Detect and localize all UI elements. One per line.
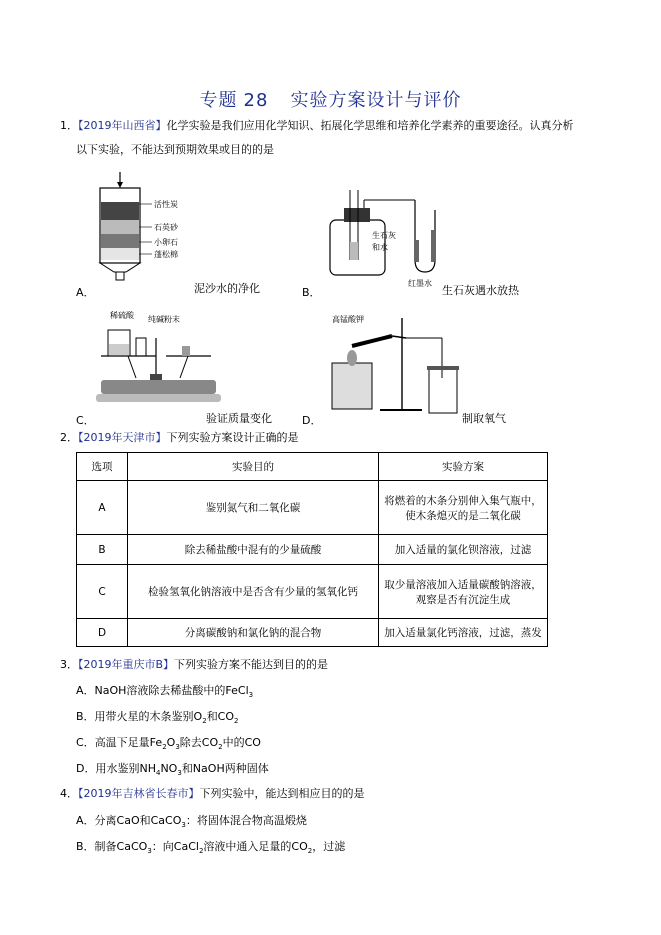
charcoal-layer	[101, 202, 139, 220]
test-tube	[352, 336, 392, 346]
row-plan	[379, 565, 548, 619]
option-text: 分离CaO和CaCO	[94, 814, 182, 827]
row-plan	[379, 481, 548, 535]
row-goal: 检验氢氧化钠溶液中是否含有少量的氢氧化钙	[128, 565, 379, 619]
header-plan: 实验方案	[379, 453, 548, 481]
option-sub: 3	[248, 691, 254, 700]
row-plan-line2: 使木条熄灭的是二氧化碳	[405, 509, 521, 522]
option-text: 除去CO	[179, 736, 219, 749]
table-row	[77, 565, 548, 619]
option-text: ，过滤	[312, 840, 346, 853]
option-text: 和CO	[206, 710, 235, 723]
title-prefix: 专题	[199, 90, 238, 111]
row-plan-line1: 将燃着的木条分别伸入集气瓶中，	[384, 494, 542, 507]
gas-jar	[429, 368, 457, 413]
table-row	[77, 481, 548, 535]
figure-d-oxygen-setup	[322, 308, 472, 420]
option-sub: 2	[307, 847, 313, 856]
header-option: 选项	[77, 453, 128, 481]
q3-option-d	[76, 760, 269, 777]
q2-table	[76, 452, 548, 647]
option-a-letter: A．	[76, 286, 95, 299]
option-sub: 2	[234, 717, 239, 726]
q2-source: 【2019年天津市】	[78, 431, 167, 444]
row-plan: 加入适量氯化钙溶液，过滤，蒸发	[379, 619, 548, 647]
figure-c-balance	[96, 308, 226, 413]
label-pebbles: 小卵石	[154, 238, 178, 247]
q1-stem-line2: 以下实验，不能达到预期效果或目的的是	[76, 143, 274, 156]
q4-number: 4．	[60, 787, 78, 800]
label-and-water: 和水	[372, 243, 388, 252]
option-text: 用水鉴别NH	[95, 762, 156, 775]
title-text: 实验方案设计与评价	[290, 90, 462, 111]
label-cotton: 蓬松棉	[154, 250, 178, 259]
option-text: O	[166, 736, 176, 749]
option-sub: 2	[198, 847, 204, 856]
label-potassium-permanganate: 高锰酸钾	[332, 315, 364, 324]
option-text: ：将固体混合物高温煅烧	[185, 814, 307, 827]
q3-option-c	[76, 734, 261, 751]
table-row	[77, 535, 548, 565]
sand-layer	[101, 220, 139, 234]
table-header-row	[77, 453, 548, 481]
q1-stem-line1: 化学实验是我们应用化学知识、拓展化学思维和培养化学素养的重要途径。认真分析	[166, 119, 574, 132]
option-sub: 3	[175, 743, 180, 752]
option-letter: A．	[76, 814, 95, 827]
label-soda-powder: 纯碱粉末	[148, 315, 180, 324]
q2-number: 2．	[60, 431, 78, 444]
question-2-stem	[60, 428, 299, 448]
option-sub: 3	[181, 821, 186, 830]
option-sub: 3	[177, 769, 182, 778]
q1-number: 1．	[60, 119, 78, 132]
alcohol-lamp-box	[332, 363, 372, 409]
option-text: ：向CaCl	[151, 840, 199, 853]
pebble-layer	[101, 234, 139, 248]
row-plan: 加入适量的氯化钡溶液，过滤	[379, 535, 548, 565]
row-plan-line1: 取少量溶液加入适量碳酸钠溶液，	[384, 578, 542, 591]
q3-option-a	[76, 682, 253, 699]
label-red-ink: 红墨水	[408, 279, 432, 288]
q3-stem-text: 下列实验方案不能达到目的的是	[174, 658, 329, 671]
option-a-caption: 泥沙水的净化	[194, 282, 260, 295]
figure-a-filter	[90, 172, 220, 282]
option-letter: B．	[76, 840, 95, 853]
option-sub: 2	[218, 743, 223, 752]
row-goal: 鉴别氮气和二氧化碳	[128, 481, 379, 535]
question-1-stem-cont	[76, 140, 274, 160]
option-b-caption: 生石灰遇水放热	[442, 284, 519, 297]
option-letter: B．	[76, 710, 95, 723]
q2-stem-text: 下列实验方案设计正确的是	[166, 431, 299, 444]
q3-number: 3．	[60, 658, 78, 671]
row-plan-line2: 观察是否有沉淀生成	[415, 593, 511, 606]
q4-source: 【2019年吉林省长春市】	[78, 787, 200, 800]
balance-base	[101, 380, 216, 394]
row-option: A	[77, 481, 128, 535]
q3-source: 【2019年重庆市B】	[78, 658, 175, 671]
stopper	[344, 208, 370, 222]
option-c-caption: 验证质量变化	[206, 412, 272, 425]
option-text: 中的CO	[222, 736, 261, 749]
option-text: NaOH溶液除去稀盐酸中的FeCl	[94, 684, 249, 697]
option-d-letter: D．	[302, 414, 322, 427]
option-d-caption: 制取氧气	[462, 412, 506, 425]
label-activated-carbon: 活性炭	[154, 200, 178, 209]
option-text: 制备CaCO	[94, 840, 148, 853]
option-text: 高温下足量Fe	[94, 736, 163, 749]
figure-b-flask	[320, 180, 460, 290]
q4-option-a	[76, 812, 307, 829]
option-letter: A．	[76, 684, 95, 697]
option-sub: 3	[147, 847, 152, 856]
option-text: NO	[160, 762, 178, 775]
label-quicklime: 生石灰	[372, 231, 396, 240]
title-number: 28	[243, 90, 269, 111]
question-3-stem	[60, 655, 328, 675]
row-goal: 除去稀盐酸中混有的少量硫酸	[128, 535, 379, 565]
option-text: 和NaOH两种固体	[181, 762, 269, 775]
q3-option-b	[76, 708, 239, 725]
option-text: 溶液中通入足量的CO	[203, 840, 308, 853]
option-letter: D．	[76, 762, 96, 775]
row-option: C	[77, 565, 128, 619]
option-sub: 2	[202, 717, 207, 726]
row-option: D	[77, 619, 128, 647]
option-sub: 2	[162, 743, 167, 752]
option-b-letter: B．	[302, 286, 321, 299]
q1-source: 【2019年山西省】	[78, 119, 167, 132]
cotton-layer	[101, 248, 139, 260]
label-quartz-sand: 石英砂	[154, 223, 178, 232]
q4-stem-text: 下列实验中，能达到相应目的的是	[199, 787, 365, 800]
row-goal: 分离碳酸钠和氯化钠的混合物	[128, 619, 379, 647]
question-4-stem	[60, 784, 365, 804]
page-title	[0, 86, 661, 112]
row-option: B	[77, 535, 128, 565]
label-dilute-sulfuric-acid: 稀硫酸	[110, 311, 134, 320]
option-c-letter: C．	[76, 414, 95, 427]
table-row	[77, 619, 548, 647]
option-letter: C．	[76, 736, 95, 749]
question-1-stem	[60, 116, 574, 136]
header-goal: 实验目的	[128, 453, 379, 481]
option-text: 用带火星的木条鉴别O	[94, 710, 203, 723]
option-sub: 4	[155, 769, 161, 778]
q4-option-b	[76, 838, 345, 855]
